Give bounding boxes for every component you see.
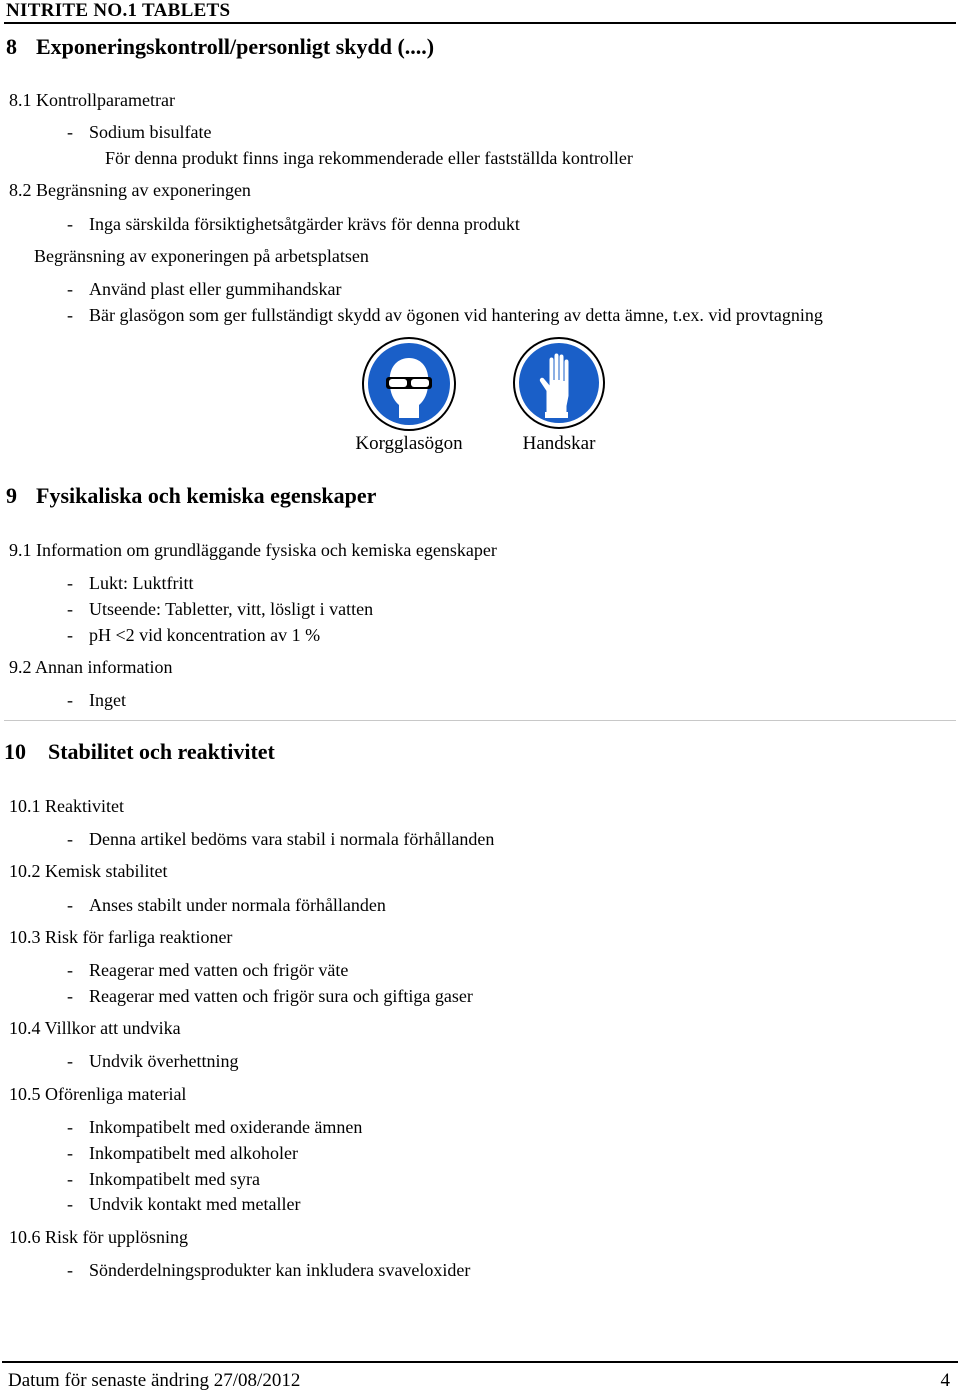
subsection-9-1-heading: 9.1 Information om grundläggande fysiska och kemiska egenskaper <box>9 540 497 560</box>
footer-rule <box>2 1361 958 1363</box>
list-item: - Undvik kontakt med metaller <box>67 1194 301 1214</box>
section-divider <box>4 720 956 721</box>
section-8-heading <box>6 34 434 60</box>
list-item: - Denna artikel bedöms vara stabil i normala förhållanden <box>67 829 495 849</box>
subsection-10-6-heading: 10.6 Risk för upplösning <box>9 1227 189 1247</box>
section-9-title: Fysikaliska och kemiska egenskaper <box>36 483 377 508</box>
document-title: NITRITE NO.1 TABLETS <box>6 0 231 21</box>
workplace-subheading: Begränsning av exponeringen på arbetsplatsen <box>34 246 369 266</box>
subsection-10-5-heading: 10.5 Oförenliga material <box>9 1084 187 1104</box>
list-item: - Lukt: Luktfritt <box>67 573 194 593</box>
revision-date: Datum för senaste ändring 27/08/2012 <box>8 1370 301 1391</box>
list-item: - Använd plast eller gummihandskar <box>67 279 342 299</box>
subsection-10-2-heading: 10.2 Kemisk stabilitet <box>9 861 168 881</box>
list-item: - Undvik överhettning <box>67 1051 239 1071</box>
section-9-heading <box>6 483 376 509</box>
section-8-title: Exponeringskontroll/personligt skydd (....) <box>36 34 435 59</box>
section-8-number: 8 <box>6 34 17 59</box>
list-item: - Anses stabilt under normala förhållanden <box>67 895 386 915</box>
list-item: - Sodium bisulfate <box>67 122 212 142</box>
section-10-heading <box>4 739 275 765</box>
subsection-9-2-heading: 9.2 Annan information <box>9 657 173 677</box>
list-item: - Inkompatibelt med oxiderande ämnen <box>67 1117 363 1137</box>
section-10-number: 10 <box>4 739 26 764</box>
subsection-8-2-heading: 8.2 Begränsning av exponeringen <box>9 180 251 200</box>
subsection-10-4-heading: 10.4 Villkor att undvika <box>9 1018 181 1038</box>
list-item: - Inga särskilda försiktighetsåtgärder krävs för denna produkt <box>67 214 520 234</box>
list-item: - Sönderdelningsprodukter kan inkludera svaveloxider <box>67 1260 471 1280</box>
pictogram-label-gloves: Handskar <box>522 433 596 454</box>
list-item: - Reagerar med vatten och frigör väte <box>67 960 349 980</box>
pictogram-label-goggles: Korgglasögon <box>355 433 463 454</box>
subsection-10-3-heading: 10.3 Risk för farliga reaktioner <box>9 927 233 947</box>
list-item: - Bär glasögon som ger fullständigt skydd av ögonen vid hantering av detta ämne, t.ex. vid provtagning <box>67 305 823 325</box>
subsection-8-1-heading: 8.1 Kontrollparametrar <box>9 90 175 110</box>
section-9-number: 9 <box>6 483 17 508</box>
list-item: - Utseende: Tabletter, vitt, lösligt i vatten <box>67 599 374 619</box>
list-item: - Inkompatibelt med alkoholer <box>67 1143 298 1163</box>
header-rule <box>4 22 956 24</box>
safety-goggles-icon <box>361 336 457 432</box>
list-item: - Reagerar med vatten och frigör sura och giftiga gaser <box>67 986 473 1006</box>
list-item: - pH <2 vid koncentration av 1 % <box>67 625 321 645</box>
list-item-note: För denna produkt finns inga rekommenderade eller fastställda kontroller <box>105 148 633 168</box>
subsection-10-1-heading: 10.1 Reaktivitet <box>9 796 124 816</box>
list-item: - Inget <box>67 690 126 710</box>
list-item: - Inkompatibelt med syra <box>67 1169 260 1189</box>
page-number: 4 <box>940 1370 950 1391</box>
gloves-icon <box>512 336 606 430</box>
section-10-title: Stabilitet och reaktivitet <box>48 739 275 764</box>
